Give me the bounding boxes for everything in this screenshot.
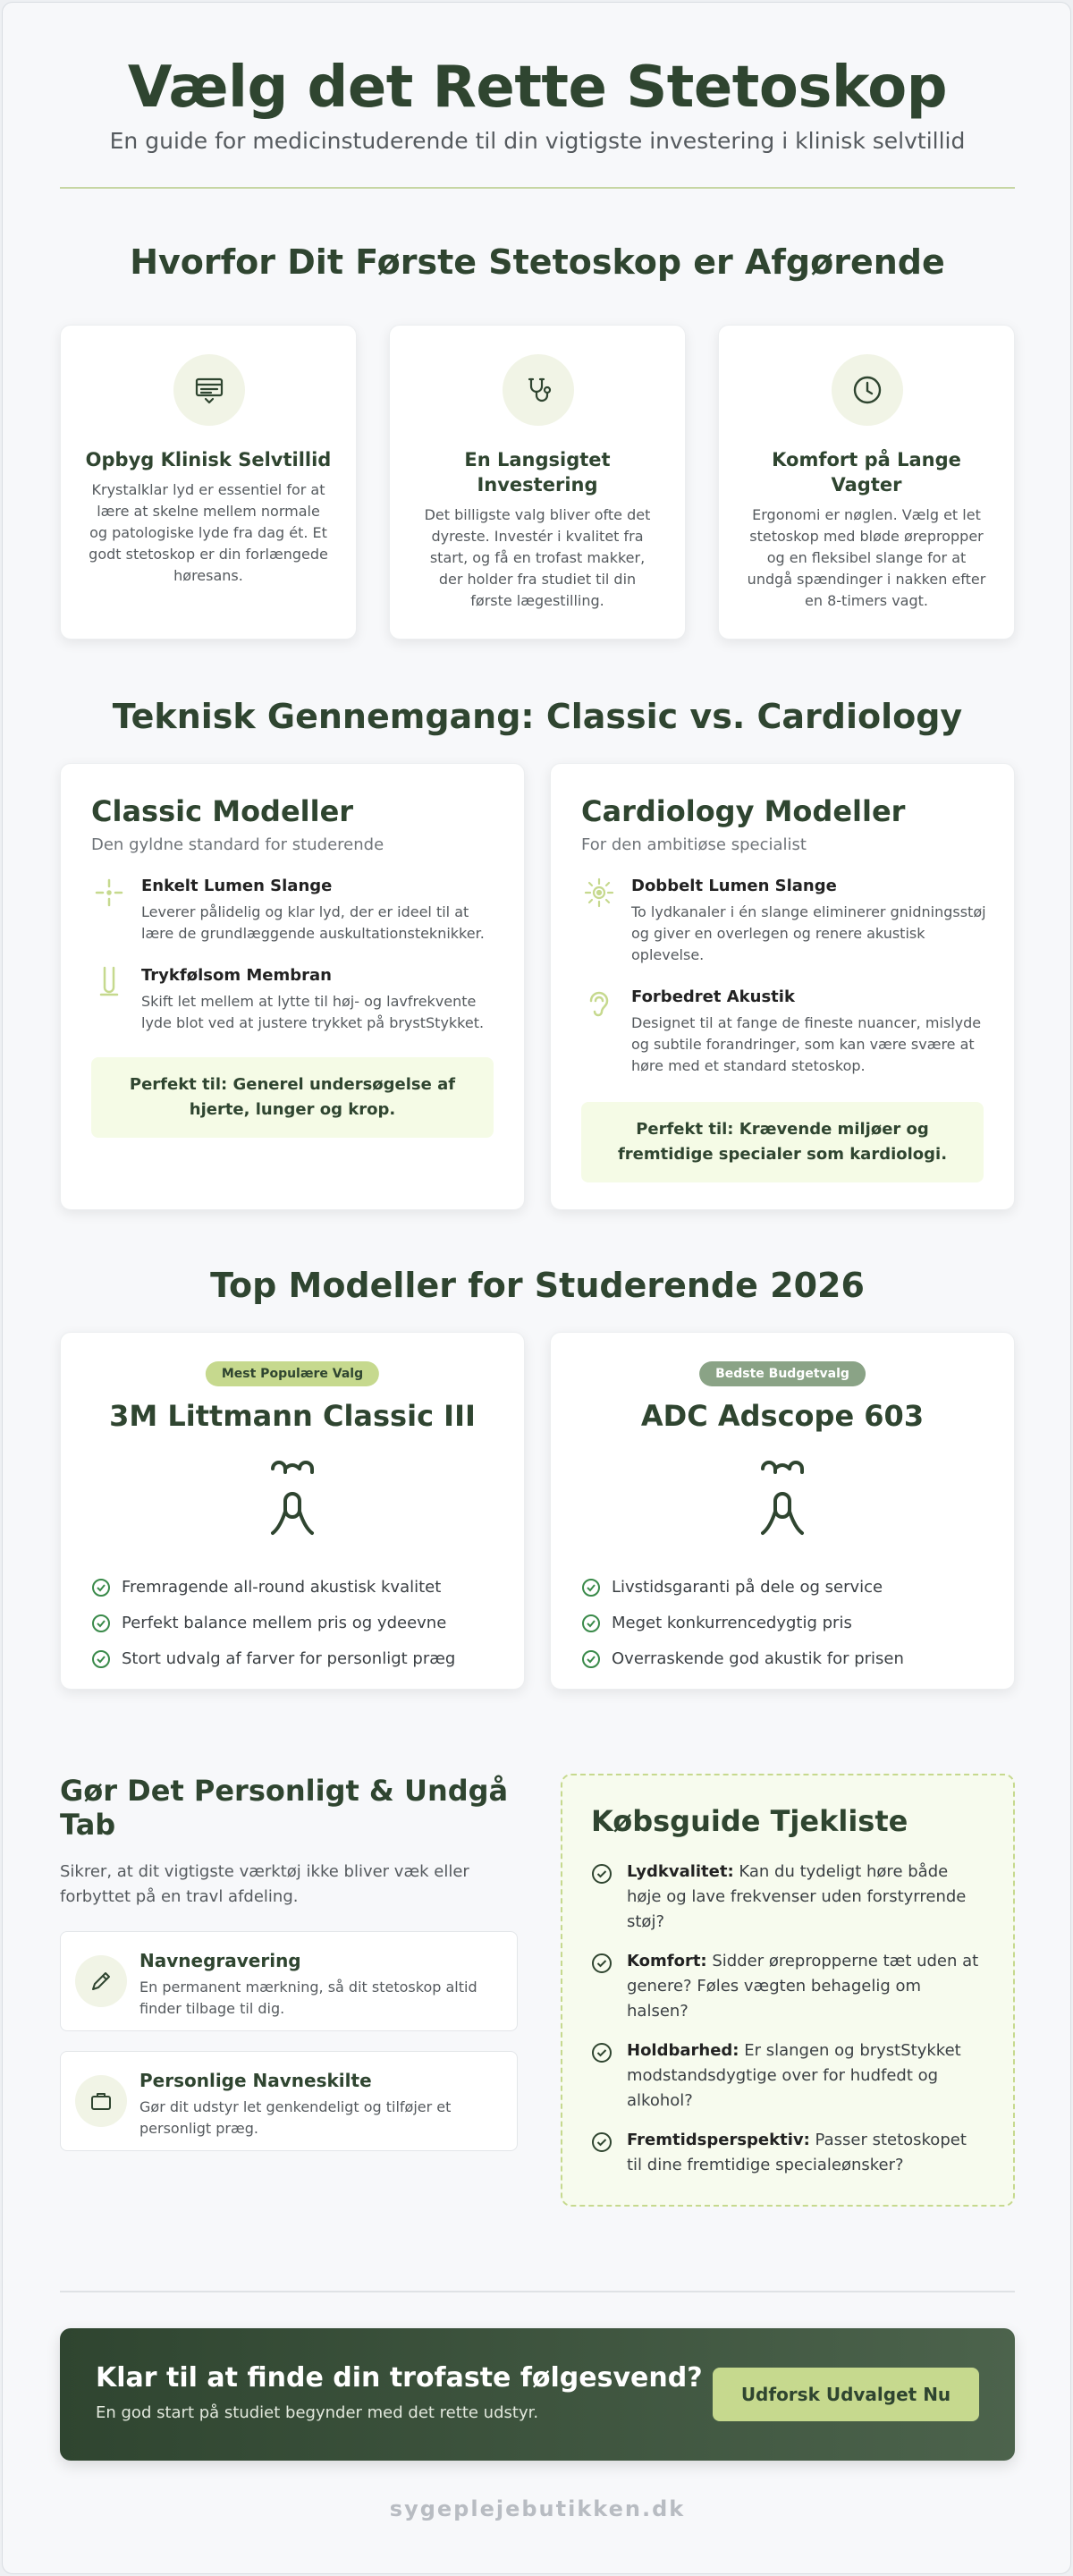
feature-title: Dobbelt Lumen Slange	[631, 877, 837, 895]
briefcase-icon	[75, 2075, 127, 2127]
check-circle-icon	[91, 1614, 111, 1633]
sun-icon	[581, 875, 617, 911]
page-title: Vælg det Rette Stetoskop	[127, 55, 948, 121]
check-circle-icon	[591, 2042, 613, 2063]
checklist-title: Købsguide Tjekliste	[591, 1804, 908, 1838]
page-subtitle: En guide for medicinstuderende til din vigtigste investering i klinisk selvtillid	[109, 128, 966, 154]
feature-point: Livstidsgaranti på dele og service	[581, 1574, 996, 1601]
stethoscope-icon	[503, 354, 574, 426]
cardiology-subtitle: For den ambitiøse specialist	[581, 835, 807, 854]
model-card-adscope[interactable]	[550, 1332, 1015, 1690]
page	[2, 2, 1071, 2574]
purchase-checklist	[561, 1774, 1015, 2207]
check-circle-icon	[591, 2131, 613, 2153]
why-card-title: En Langsigtet Investering	[464, 449, 611, 496]
feature-point: Perfekt balance mellem pris og ydeevne	[91, 1610, 506, 1637]
cardiology-perfect-for: Perfekt til: Krævende miljøer og fremtidige specialer som kardiologi.	[581, 1102, 984, 1182]
checklist-item: Fremtidsperspektiv: Passer stetoskopet til dine fremtidige specialeønsker?	[591, 2128, 983, 2182]
crosshair-icon	[91, 875, 127, 911]
cta-banner	[60, 2328, 1015, 2461]
feature-body: Leverer pålidelig og klar lyd, der er ideel til at lære de grundlæggende auskultationsteknikker.	[141, 903, 485, 942]
explore-button[interactable]: Udforsk Udvalget Nu	[713, 2368, 979, 2421]
feature-title: Enkelt Lumen Slange	[141, 877, 333, 895]
checklist-item: Lydkvalitet: Kan du tydeligt høre både høje og lave frekvenser uden forstyrrende støj?	[591, 1860, 983, 1940]
model-card-littmann[interactable]	[60, 1332, 525, 1690]
check-circle-icon	[581, 1649, 601, 1669]
model-name: ADC Adscope 603	[640, 1399, 925, 1433]
personal-title: Gør Det Personligt & Undgå Tab	[60, 1774, 509, 1842]
feature-body: To lydkanaler i én slange eliminerer gnidningsstøj og giver en overlegen og renere akustisk oplevelse.	[631, 903, 986, 963]
feature-diaphragm	[91, 964, 497, 1036]
checklist-item: Holdbarhed: Er slangen og brystStykket modstandsdygtige over for hudfedt og alkohol?	[591, 2038, 983, 2119]
ear-icon	[581, 986, 617, 1021]
feature-point: Stort udvalg af farver for personligt præg	[91, 1646, 506, 1673]
models-section-title: Top Modeller for Studerende 2026	[210, 1266, 865, 1305]
classic-subtitle: Den gyldne standard for studerende	[91, 835, 384, 854]
engraving-body: En permanent mærkning, så dit stetoskop altid finder tilbage til dig.	[139, 1979, 477, 2017]
feature-title: Trykfølsom Membran	[141, 966, 332, 985]
feature-double-lumen	[581, 875, 987, 964]
check-circle-icon	[581, 1614, 601, 1633]
classic-models-card	[60, 763, 525, 1210]
why-card-title: Opbyg Klinisk Selvtillid	[85, 449, 332, 470]
engraving-title: Navnegravering	[139, 1950, 301, 1971]
diaphragm-icon	[91, 964, 127, 1000]
feature-title: Forbedret Akustik	[631, 987, 795, 1006]
pencil-icon	[75, 1955, 127, 2007]
clock-icon	[832, 354, 903, 426]
classic-perfect-for: Perfekt til: Generel undersøgelse af hjerte, lunger og krop.	[91, 1057, 494, 1138]
why-card-body: Krystalklar lyd er essentiel for at lære at skelne mellem normale og patologiske lyde fra dag ét. Et godt stetoskop er din forlængede høresans.	[89, 481, 328, 584]
feature-point: Meget konkurrencedygtig pris	[581, 1610, 996, 1637]
check-circle-icon	[591, 1953, 613, 1974]
budget-badge: Bedste Budgetvalg	[699, 1361, 866, 1386]
monitor-icon	[173, 354, 245, 426]
classic-title: Classic Modeller	[91, 794, 354, 828]
why-card-investment	[389, 325, 686, 640]
name-tag-body: Gør dit udstyr let genkendeligt og tilføjer et personligt præg.	[139, 2098, 452, 2137]
check-circle-icon	[91, 1578, 111, 1597]
feature-point: Overraskende god akustik for prisen	[581, 1646, 996, 1673]
cardiology-models-card	[550, 763, 1015, 1210]
feature-single-lumen	[91, 875, 497, 946]
model-name: 3M Littmann Classic III	[109, 1399, 476, 1433]
why-section-title: Hvorfor Dit Første Stetoskop er Afgørende	[130, 242, 945, 282]
cta-subtitle: En god start på studiet begynder med det rette udstyr.	[96, 2403, 539, 2422]
engraving-card[interactable]	[60, 1931, 518, 2031]
checklist-item: Komfort: Sidder ørepropperne tæt uden at genere? Føles vægten behagelig om halsen?	[591, 1949, 983, 2029]
why-card-comfort	[718, 325, 1015, 640]
feature-point: Fremragende all-round akustisk kvalitet	[91, 1574, 506, 1601]
name-tag-card[interactable]	[60, 2051, 518, 2151]
why-card-title: Komfort på Lange Vagter	[772, 449, 961, 496]
footer-brand[interactable]: sygeplejebutikken.dk	[389, 2496, 686, 2521]
check-circle-icon	[91, 1649, 111, 1669]
content	[60, 3, 1015, 2575]
name-tag-title: Personlige Navneskilte	[139, 2070, 372, 2091]
why-card-confidence	[60, 325, 357, 640]
tech-section-title: Teknisk Gennemgang: Classic vs. Cardiology	[112, 697, 963, 736]
stethoscope-icon	[756, 1456, 809, 1546]
personal-intro: Sikrer, at dit vigtigste værktøj ikke bliver væk eller forbyttet på en travl afdeling.	[60, 1862, 469, 1906]
feature-body: Designet til at fange de fineste nuancer, mislyde og subtile forandringer, som kan være svære at høre med et standard stetoskop.	[631, 1014, 982, 1074]
why-card-body: Ergonomi er nøglen. Vælg et let stetoskop med bløde ørepropper og en fleksibel slange for at undgå spændinger i nakken efter en 8-timers vagt.	[747, 506, 986, 609]
why-card-body: Det billigste valg bliver ofte det dyreste. Investér i kvalitet fra start, og få en trofast makker, der holder fra studiet til din første lægestilling.	[424, 506, 651, 609]
header-divider	[60, 187, 1015, 189]
footer-divider	[60, 2291, 1015, 2292]
cardiology-title: Cardiology Modeller	[581, 794, 906, 828]
check-circle-icon	[581, 1578, 601, 1597]
stethoscope-icon	[266, 1456, 319, 1546]
check-circle-icon	[591, 1863, 613, 1885]
feature-acoustics	[581, 986, 987, 1075]
popular-badge: Mest Populære Valg	[206, 1361, 379, 1386]
cta-title: Klar til at finde din trofaste følgesvend?	[96, 2362, 703, 2394]
feature-body: Skift let mellem at lytte til høj- og lavfrekvente lyde blot ved at justere trykket på brystStykket.	[141, 993, 485, 1031]
